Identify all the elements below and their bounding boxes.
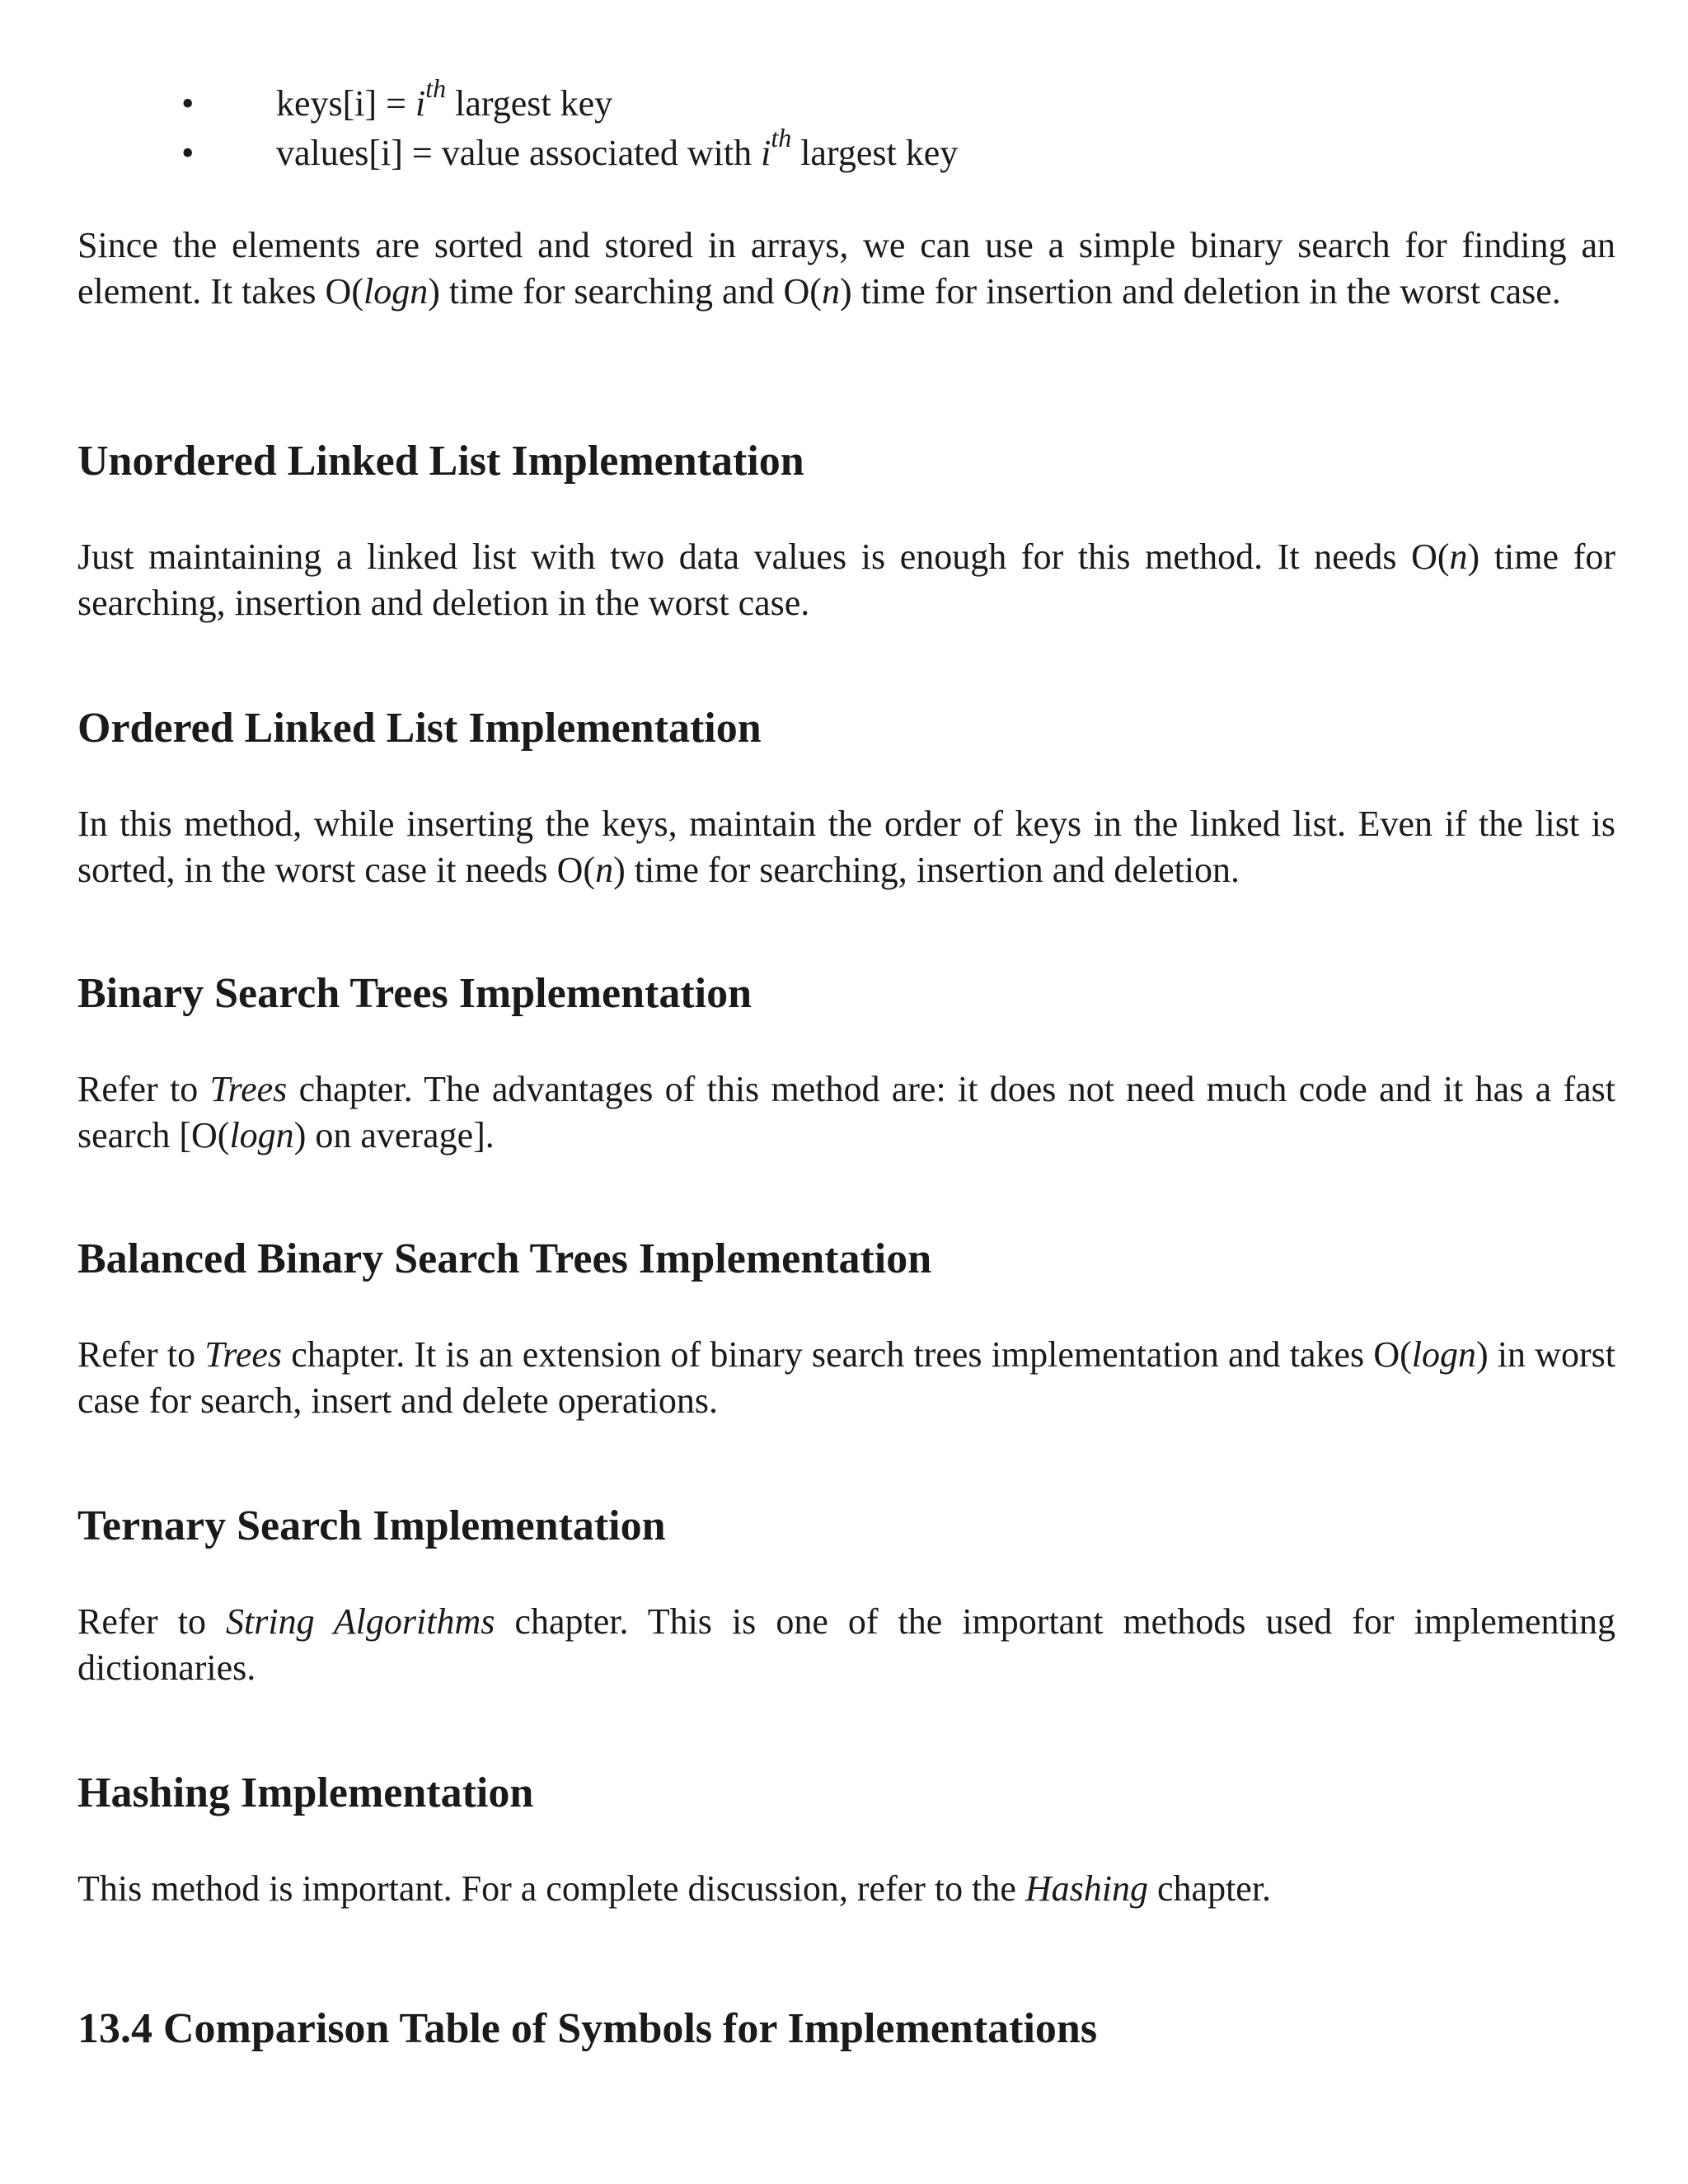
section-heading-ternary: Ternary Search Implementation [77,1502,666,1549]
chapter-section-heading: 13.4 Comparison Table of Symbols for Implementations [77,2005,1098,2052]
section-paragraph-bst: Refer to Trees chapter. The advantages of this method are: it does not need much code and it has a fast search [O(logn) on average]. [77,1069,1616,1155]
bullet-icon: • [181,83,195,124]
bullet-text: keys[i] = $i^{th}$ largest key [276,73,613,124]
bullet-icon: • [181,133,195,173]
section-heading-unordered: Unordered Linked List Implementation [77,438,804,485]
section-heading-bst: Binary Search Trees Implementation [77,970,753,1017]
bullet-text: values[i] = value associated with $i^{th}$ largest key [276,123,959,173]
section-paragraph-ternary: Refer to String Algorithms chapter. This is one of the important methods used for implementing dictionaries. [77,1601,1616,1688]
section-heading-ordered: Ordered Linked List Implementation [77,705,762,752]
section-paragraph-balanced-bst: Refer to Trees chapter. It is an extension of binary search trees implementation and takes O(logn) in worst case for search, insert and delete operations. [77,1334,1615,1421]
section-heading-hashing: Hashing Implementation [77,1769,534,1816]
section-paragraph-unordered: Just maintaining a linked list with two data values is enough for this method. It needs O(n) time for searching, insertion and deletion in the worst case. [77,537,1615,623]
section-paragraph-hashing: This method is important. For a complete discussion, refer to the Hashing chapter. [77,1868,1272,1909]
section-heading-balanced-bst: Balanced Binary Search Trees Implementation [77,1235,932,1282]
section-paragraph-ordered: In this method, while inserting the keys, maintain the order of keys in the linked list. Even if the list is sorted, in the worst case it needs O(n) time for searching, insertion and deletion. [77,804,1615,890]
intro-paragraph: Since the elements are sorted and stored in arrays, we can use a simple binary search for finding an element. It takes O(logn) time for searching and O(n) time for insertion and deletion in the worst case. [77,225,1615,312]
